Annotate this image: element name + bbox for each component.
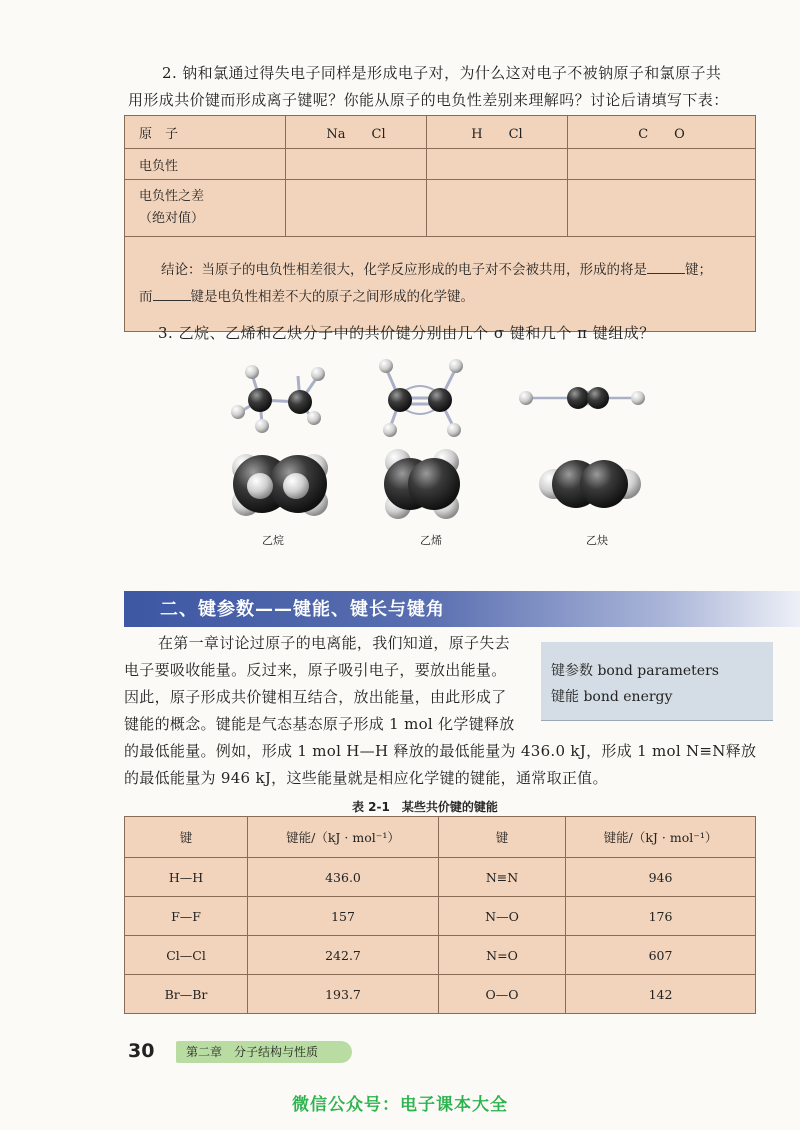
question-2-line2: 用形成共价键而形成离子键呢？你能从原子的电负性差别来理解吗？讨论后请填写下表： — [128, 91, 729, 109]
conclusion — [125, 237, 756, 332]
body-line: 电子要吸收能量。反过来，原子吸引电子，要放出能量。 — [124, 661, 507, 679]
table-row — [125, 897, 756, 936]
section-title: 二、键参数——键能、键长与键角 — [160, 599, 445, 620]
energy-cell: 142 — [566, 975, 756, 1014]
question-3: 3. 乙烷、乙烯和乙炔分子中的共价键分别由几个 σ 键和几个 π 键组成？ — [158, 324, 655, 342]
bond-cell: O—O — [439, 975, 566, 1014]
row-header-diff — [125, 180, 286, 237]
column-header: 键能/（kJ · mol⁻¹） — [248, 817, 439, 858]
question-2 — [128, 60, 768, 114]
body-line: 的最低能量。例如，形成 1 mol H—H 释放的最低能量为 436.0 kJ，形成 1 mol N≡N释放 — [124, 742, 757, 760]
answer-cell[interactable] — [286, 180, 427, 237]
pair-c-o: C O — [568, 116, 756, 149]
column-header: 键能/（kJ · mol⁻¹） — [566, 817, 756, 858]
bond-cell: F—F — [125, 897, 248, 936]
answer-cell[interactable] — [427, 149, 568, 180]
energy-cell: 242.7 — [248, 936, 439, 975]
bond-cell: N=O — [439, 936, 566, 975]
column-header: 键 — [439, 817, 566, 858]
column-header: 键 — [125, 817, 248, 858]
acetylene-ball-stick — [519, 387, 645, 409]
row-header-en: 电负性 — [125, 149, 286, 180]
row-header-atom: 原 子 — [125, 116, 286, 149]
conclusion-text-1a: 结论：当原子的电负性相差很大，化学反应形成的电子对不会被共用，形成的将是 — [161, 262, 647, 278]
answer-cell[interactable] — [568, 180, 756, 237]
answer-cell[interactable] — [568, 149, 756, 180]
table-row — [125, 237, 756, 332]
answer-cell[interactable] — [427, 180, 568, 237]
pair-na-cl: Na Cl — [286, 116, 427, 149]
bond-cell: H—H — [125, 858, 248, 897]
energy-cell: 436.0 — [248, 858, 439, 897]
question-2-line1: 2. 钠和氯通过得失电子同样是形成电子对，为什么这对电子不被钠原子和氯原子共 — [162, 64, 722, 82]
answer-cell[interactable] — [286, 149, 427, 180]
glossary-term-bond-parameters: 键参数 bond parameters — [551, 663, 719, 679]
blank-1[interactable] — [647, 260, 685, 274]
bond-energy-table — [124, 816, 756, 1014]
conclusion-text-1b: 键； — [685, 262, 712, 278]
table-row — [125, 975, 756, 1014]
energy-cell: 157 — [248, 897, 439, 936]
table-caption: 表 2-1 某些共价键的键能 — [352, 800, 498, 814]
pair-h-cl: H Cl — [427, 116, 568, 149]
energy-cell: 176 — [566, 897, 756, 936]
body-line: 因此，原子形成共价键相互结合，放出能量，由此形成了 — [124, 688, 507, 706]
body-line: 的最低能量为 946 kJ，这些能量就是相应化学键的键能，通常取正值。 — [124, 769, 608, 787]
row-header-diff-line1: 电负性之差 — [139, 189, 205, 204]
page-number: 30 — [128, 1040, 155, 1062]
molecule-figure — [200, 352, 680, 552]
label-acetylene: 乙炔 — [586, 534, 608, 547]
bond-cell: N—O — [439, 897, 566, 936]
table-header-row — [125, 817, 756, 858]
blank-2[interactable] — [153, 287, 191, 301]
chapter-tab: 第二章 分子结构与性质 — [176, 1041, 352, 1063]
bond-cell: Cl—Cl — [125, 936, 248, 975]
glossary-term-bond-energy: 键能 bond energy — [551, 689, 673, 705]
conclusion-text-2b: 键是电负性相差不大的原子之间形成的化学键。 — [190, 289, 474, 305]
energy-cell: 193.7 — [248, 975, 439, 1014]
bond-cell: Br—Br — [125, 975, 248, 1014]
table-row — [125, 180, 756, 237]
energy-cell: 946 — [566, 858, 756, 897]
ethylene-space-filling — [384, 449, 460, 519]
body-line: 在第一章讨论过原子的电离能，我们知道，原子失去 — [158, 634, 510, 652]
watermark-text: 微信公众号：电子课本大全 — [292, 1095, 508, 1115]
ethane-ball-stick — [231, 365, 325, 433]
label-ethylene: 乙烯 — [420, 534, 442, 547]
label-ethane: 乙烷 — [262, 534, 284, 547]
table-row — [125, 936, 756, 975]
electronegativity-table — [124, 115, 756, 332]
acetylene-space-filling — [539, 460, 641, 508]
glossary-box — [541, 642, 773, 721]
ethylene-ball-stick — [379, 359, 463, 437]
table-row — [125, 858, 756, 897]
row-header-diff-line2: （绝对值） — [139, 211, 205, 226]
body-line: 键能的概念。键能是气态基态原子形成 1 mol 化学键释放 — [124, 715, 515, 733]
energy-cell: 607 — [566, 936, 756, 975]
conclusion-text-2a: 而 — [139, 289, 153, 305]
table-row — [125, 149, 756, 180]
ethane-space-filling — [232, 454, 328, 516]
bond-cell: N≡N — [439, 858, 566, 897]
table-row — [125, 116, 756, 149]
